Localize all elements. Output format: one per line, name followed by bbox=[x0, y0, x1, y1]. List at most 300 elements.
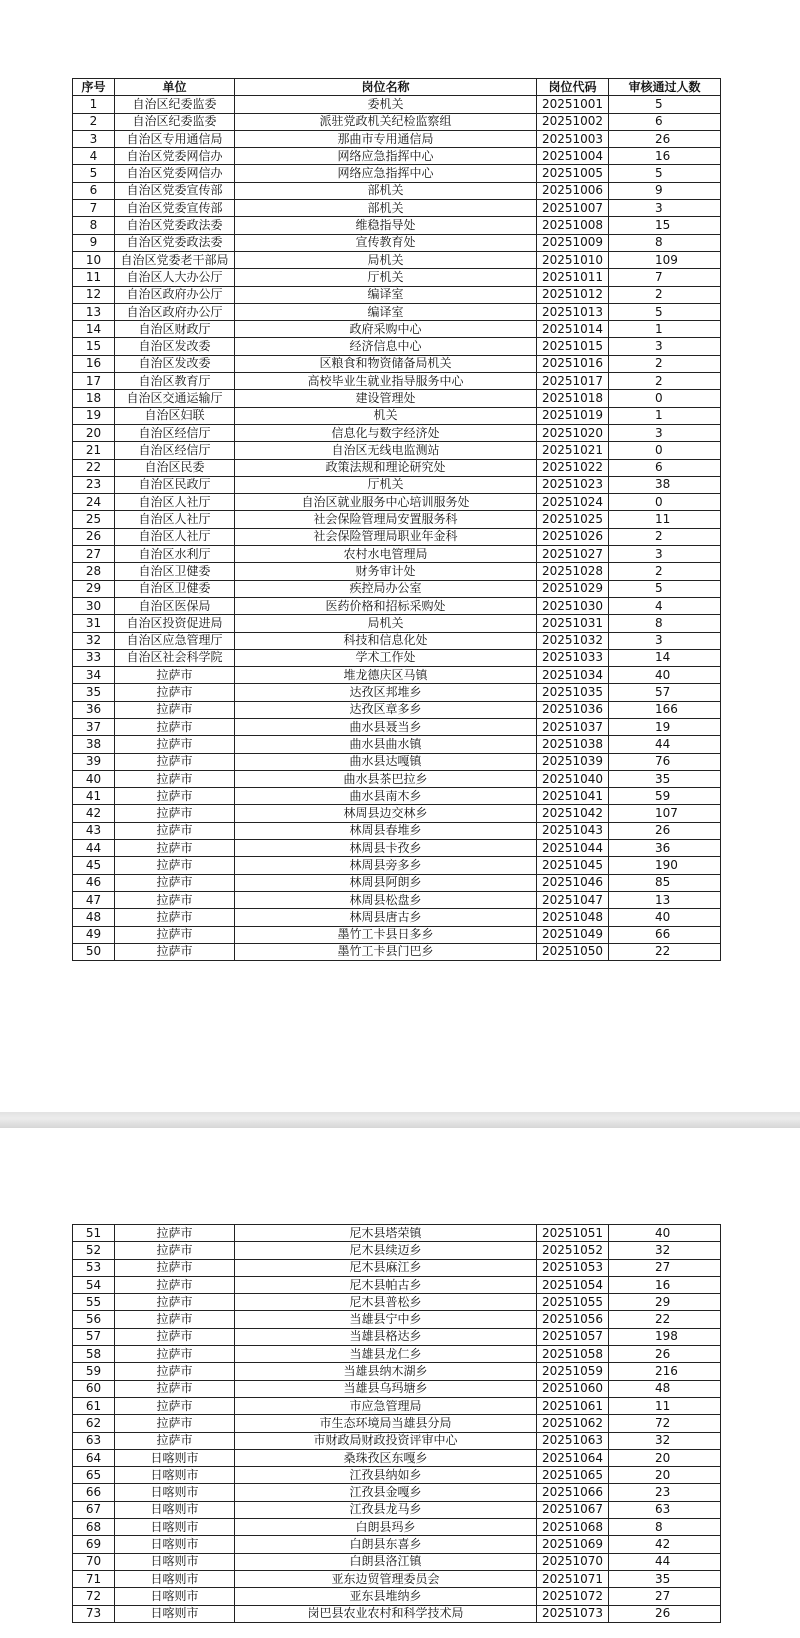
cell-post-code: 20251023 bbox=[537, 476, 609, 493]
cell-post-name: 社会保险管理局安置服务科 bbox=[235, 511, 537, 528]
cell-unit: 自治区民政厅 bbox=[115, 476, 235, 493]
cell-approved-count: 8 bbox=[609, 615, 721, 632]
cell-post-name: 曲水县曲水镇 bbox=[235, 736, 537, 753]
table-row bbox=[73, 148, 721, 165]
cell-post-name: 林周县唐古乡 bbox=[235, 909, 537, 926]
cell-index: 27 bbox=[73, 546, 115, 563]
cell-post-name: 曲水县南木乡 bbox=[235, 788, 537, 805]
cell-post-name: 曲水县聂当乡 bbox=[235, 718, 537, 735]
cell-index: 31 bbox=[73, 615, 115, 632]
cell-index: 2 bbox=[73, 113, 115, 130]
cell-index: 44 bbox=[73, 840, 115, 857]
cell-post-code: 20251051 bbox=[537, 1225, 609, 1242]
cell-post-name: 岗巴县农业农村和科学技术局 bbox=[235, 1605, 537, 1622]
cell-post-name: 区粮食和物资储备局机关 bbox=[235, 355, 537, 372]
table-row bbox=[73, 1276, 721, 1293]
cell-unit: 自治区社会科学院 bbox=[115, 649, 235, 666]
cell-post-name: 政策法规和理论研究处 bbox=[235, 459, 537, 476]
cell-post-name: 江孜县金嘎乡 bbox=[235, 1484, 537, 1501]
cell-post-code: 20251058 bbox=[537, 1346, 609, 1363]
cell-post-code: 20251053 bbox=[537, 1259, 609, 1276]
cell-approved-count: 1 bbox=[609, 407, 721, 424]
cell-index: 24 bbox=[73, 494, 115, 511]
table-row bbox=[73, 321, 721, 338]
cell-post-code: 20251071 bbox=[537, 1570, 609, 1587]
cell-approved-count: 26 bbox=[609, 1346, 721, 1363]
cell-unit: 自治区经信厅 bbox=[115, 442, 235, 459]
cell-index: 55 bbox=[73, 1294, 115, 1311]
table-row bbox=[73, 251, 721, 268]
cell-post-code: 20251001 bbox=[537, 96, 609, 113]
cell-post-name: 编译室 bbox=[235, 286, 537, 303]
cell-post-code: 20251009 bbox=[537, 234, 609, 251]
cell-unit: 拉萨市 bbox=[115, 1311, 235, 1328]
cell-unit: 自治区党委老干部局 bbox=[115, 251, 235, 268]
cell-unit: 自治区党委网信办 bbox=[115, 148, 235, 165]
table-row bbox=[73, 632, 721, 649]
cell-unit: 自治区发改委 bbox=[115, 355, 235, 372]
cell-index: 45 bbox=[73, 857, 115, 874]
cell-approved-count: 26 bbox=[609, 1605, 721, 1622]
cell-post-name: 委机关 bbox=[235, 96, 537, 113]
cell-unit: 自治区纪委监委 bbox=[115, 96, 235, 113]
table-row bbox=[73, 926, 721, 943]
cell-index: 46 bbox=[73, 874, 115, 891]
table-row bbox=[73, 528, 721, 545]
cell-post-name: 当雄县龙仁乡 bbox=[235, 1346, 537, 1363]
cell-approved-count: 48 bbox=[609, 1380, 721, 1397]
header-approved-count: 审核通过人数 bbox=[609, 79, 721, 96]
cell-index: 28 bbox=[73, 563, 115, 580]
cell-post-code: 20251063 bbox=[537, 1432, 609, 1449]
cell-index: 42 bbox=[73, 805, 115, 822]
cell-approved-count: 0 bbox=[609, 442, 721, 459]
table-row bbox=[73, 1346, 721, 1363]
table-row bbox=[73, 718, 721, 735]
cell-unit: 日喀则市 bbox=[115, 1570, 235, 1587]
cell-index: 32 bbox=[73, 632, 115, 649]
table-row bbox=[73, 269, 721, 286]
cell-unit: 自治区交通运输厅 bbox=[115, 390, 235, 407]
cell-index: 37 bbox=[73, 718, 115, 735]
cell-post-code: 20251064 bbox=[537, 1449, 609, 1466]
table-row bbox=[73, 857, 721, 874]
cell-approved-count: 40 bbox=[609, 667, 721, 684]
table-row bbox=[73, 424, 721, 441]
cell-post-code: 20251019 bbox=[537, 407, 609, 424]
cell-post-code: 20251047 bbox=[537, 891, 609, 908]
cell-index: 4 bbox=[73, 148, 115, 165]
table-row bbox=[73, 580, 721, 597]
cell-index: 43 bbox=[73, 822, 115, 839]
cell-unit: 日喀则市 bbox=[115, 1519, 235, 1536]
cell-unit: 拉萨市 bbox=[115, 701, 235, 718]
cell-index: 73 bbox=[73, 1605, 115, 1622]
cell-post-name: 林周县卡孜乡 bbox=[235, 840, 537, 857]
cell-index: 56 bbox=[73, 1311, 115, 1328]
cell-approved-count: 36 bbox=[609, 840, 721, 857]
cell-index: 63 bbox=[73, 1432, 115, 1449]
table-row bbox=[73, 874, 721, 891]
cell-post-name: 当雄县纳木湖乡 bbox=[235, 1363, 537, 1380]
cell-unit: 日喀则市 bbox=[115, 1467, 235, 1484]
cell-approved-count: 19 bbox=[609, 718, 721, 735]
cell-unit: 拉萨市 bbox=[115, 943, 235, 960]
cell-approved-count: 8 bbox=[609, 1519, 721, 1536]
cell-post-code: 20251020 bbox=[537, 424, 609, 441]
cell-index: 13 bbox=[73, 303, 115, 320]
cell-approved-count: 1 bbox=[609, 321, 721, 338]
cell-post-code: 20251011 bbox=[537, 269, 609, 286]
table-row bbox=[73, 286, 721, 303]
cell-post-name: 网络应急指挥中心 bbox=[235, 165, 537, 182]
cell-approved-count: 63 bbox=[609, 1501, 721, 1518]
cell-unit: 自治区医保局 bbox=[115, 597, 235, 614]
cell-post-code: 20251024 bbox=[537, 494, 609, 511]
cell-index: 60 bbox=[73, 1380, 115, 1397]
cell-unit: 拉萨市 bbox=[115, 1397, 235, 1414]
cell-index: 54 bbox=[73, 1276, 115, 1293]
cell-post-code: 20251012 bbox=[537, 286, 609, 303]
cell-approved-count: 15 bbox=[609, 217, 721, 234]
table-row bbox=[73, 736, 721, 753]
cell-post-code: 20251036 bbox=[537, 701, 609, 718]
table-row bbox=[73, 1519, 721, 1536]
cell-unit: 拉萨市 bbox=[115, 822, 235, 839]
cell-unit: 拉萨市 bbox=[115, 926, 235, 943]
cell-post-code: 20251073 bbox=[537, 1605, 609, 1622]
cell-approved-count: 66 bbox=[609, 926, 721, 943]
cell-post-code: 20251050 bbox=[537, 943, 609, 960]
cell-unit: 拉萨市 bbox=[115, 1328, 235, 1345]
cell-post-code: 20251048 bbox=[537, 909, 609, 926]
cell-post-code: 20251038 bbox=[537, 736, 609, 753]
cell-approved-count: 5 bbox=[609, 580, 721, 597]
table-row bbox=[73, 200, 721, 217]
cell-index: 21 bbox=[73, 442, 115, 459]
table-row bbox=[73, 373, 721, 390]
cell-post-code: 20251033 bbox=[537, 649, 609, 666]
table-row bbox=[73, 1588, 721, 1605]
cell-unit: 自治区教育厅 bbox=[115, 373, 235, 390]
cell-approved-count: 4 bbox=[609, 597, 721, 614]
cell-unit: 拉萨市 bbox=[115, 1276, 235, 1293]
cell-unit: 拉萨市 bbox=[115, 770, 235, 787]
cell-index: 35 bbox=[73, 684, 115, 701]
cell-index: 20 bbox=[73, 424, 115, 441]
cell-post-code: 20251072 bbox=[537, 1588, 609, 1605]
page-separator bbox=[0, 1112, 800, 1128]
cell-approved-count: 0 bbox=[609, 390, 721, 407]
table-body-page-2 bbox=[73, 1225, 721, 1623]
cell-approved-count: 2 bbox=[609, 528, 721, 545]
cell-approved-count: 42 bbox=[609, 1536, 721, 1553]
cell-approved-count: 2 bbox=[609, 373, 721, 390]
table-row bbox=[73, 130, 721, 147]
cell-post-code: 20251029 bbox=[537, 580, 609, 597]
cell-post-code: 20251030 bbox=[537, 597, 609, 614]
cell-unit: 拉萨市 bbox=[115, 1380, 235, 1397]
cell-post-code: 20251043 bbox=[537, 822, 609, 839]
cell-post-name: 林周县春堆乡 bbox=[235, 822, 537, 839]
cell-post-name: 医药价格和招标采购处 bbox=[235, 597, 537, 614]
cell-approved-count: 5 bbox=[609, 165, 721, 182]
cell-post-name: 财务审计处 bbox=[235, 563, 537, 580]
cell-index: 65 bbox=[73, 1467, 115, 1484]
table-row bbox=[73, 182, 721, 199]
cell-post-name: 尼木县塔荣镇 bbox=[235, 1225, 537, 1242]
cell-post-code: 20251028 bbox=[537, 563, 609, 580]
cell-approved-count: 32 bbox=[609, 1432, 721, 1449]
cell-post-code: 20251066 bbox=[537, 1484, 609, 1501]
cell-unit: 日喀则市 bbox=[115, 1536, 235, 1553]
cell-unit: 拉萨市 bbox=[115, 857, 235, 874]
cell-approved-count: 20 bbox=[609, 1467, 721, 1484]
table-row bbox=[73, 1536, 721, 1553]
cell-post-name: 厅机关 bbox=[235, 476, 537, 493]
cell-post-name: 自治区就业服务中心培训服务处 bbox=[235, 494, 537, 511]
results-table-page-1 bbox=[72, 78, 721, 961]
table-row bbox=[73, 667, 721, 684]
cell-unit: 日喀则市 bbox=[115, 1588, 235, 1605]
cell-approved-count: 11 bbox=[609, 1397, 721, 1414]
cell-index: 41 bbox=[73, 788, 115, 805]
cell-approved-count: 198 bbox=[609, 1328, 721, 1345]
cell-post-name: 林周县旁多乡 bbox=[235, 857, 537, 874]
cell-post-name: 亚东县堆纳乡 bbox=[235, 1588, 537, 1605]
cell-index: 70 bbox=[73, 1553, 115, 1570]
document-page-2 bbox=[0, 1128, 800, 1638]
table-row bbox=[73, 943, 721, 960]
table-row bbox=[73, 1484, 721, 1501]
cell-index: 1 bbox=[73, 96, 115, 113]
header-index: 序号 bbox=[73, 79, 115, 96]
cell-post-code: 20251035 bbox=[537, 684, 609, 701]
cell-post-code: 20251065 bbox=[537, 1467, 609, 1484]
cell-post-code: 20251010 bbox=[537, 251, 609, 268]
cell-post-name: 尼木县普松乡 bbox=[235, 1294, 537, 1311]
cell-approved-count: 16 bbox=[609, 1276, 721, 1293]
cell-index: 18 bbox=[73, 390, 115, 407]
cell-post-code: 20251052 bbox=[537, 1242, 609, 1259]
cell-approved-count: 59 bbox=[609, 788, 721, 805]
table-row bbox=[73, 1294, 721, 1311]
table-row bbox=[73, 165, 721, 182]
cell-post-code: 20251007 bbox=[537, 200, 609, 217]
cell-index: 61 bbox=[73, 1397, 115, 1414]
cell-index: 8 bbox=[73, 217, 115, 234]
table-row bbox=[73, 407, 721, 424]
cell-post-code: 20251054 bbox=[537, 1276, 609, 1293]
cell-post-name: 白朗县玛乡 bbox=[235, 1519, 537, 1536]
table-row bbox=[73, 1501, 721, 1518]
cell-post-name: 当雄县格达乡 bbox=[235, 1328, 537, 1345]
cell-unit: 自治区专用通信局 bbox=[115, 130, 235, 147]
cell-index: 40 bbox=[73, 770, 115, 787]
cell-post-code: 20251040 bbox=[537, 770, 609, 787]
cell-unit: 日喀则市 bbox=[115, 1605, 235, 1622]
cell-unit: 拉萨市 bbox=[115, 1225, 235, 1242]
cell-unit: 自治区发改委 bbox=[115, 338, 235, 355]
cell-post-name: 尼木县帕古乡 bbox=[235, 1276, 537, 1293]
table-row bbox=[73, 753, 721, 770]
cell-unit: 自治区应急管理厅 bbox=[115, 632, 235, 649]
table-row bbox=[73, 1553, 721, 1570]
cell-approved-count: 2 bbox=[609, 286, 721, 303]
table-row bbox=[73, 1432, 721, 1449]
cell-index: 15 bbox=[73, 338, 115, 355]
cell-post-name: 部机关 bbox=[235, 200, 537, 217]
cell-post-code: 20251002 bbox=[537, 113, 609, 130]
cell-unit: 日喀则市 bbox=[115, 1553, 235, 1570]
cell-post-name: 曲水县茶巴拉乡 bbox=[235, 770, 537, 787]
cell-index: 64 bbox=[73, 1449, 115, 1466]
header-post-name: 岗位名称 bbox=[235, 79, 537, 96]
cell-post-code: 20251018 bbox=[537, 390, 609, 407]
table-row bbox=[73, 563, 721, 580]
table-row bbox=[73, 459, 721, 476]
table-header-row bbox=[73, 79, 721, 96]
cell-approved-count: 20 bbox=[609, 1449, 721, 1466]
cell-approved-count: 6 bbox=[609, 459, 721, 476]
cell-index: 16 bbox=[73, 355, 115, 372]
cell-post-code: 20251034 bbox=[537, 667, 609, 684]
table-row bbox=[73, 1380, 721, 1397]
table-row bbox=[73, 476, 721, 493]
cell-post-code: 20251059 bbox=[537, 1363, 609, 1380]
cell-unit: 拉萨市 bbox=[115, 736, 235, 753]
cell-post-code: 20251055 bbox=[537, 1294, 609, 1311]
cell-index: 30 bbox=[73, 597, 115, 614]
cell-post-name: 机关 bbox=[235, 407, 537, 424]
cell-post-code: 20251008 bbox=[537, 217, 609, 234]
table-row bbox=[73, 649, 721, 666]
table-row bbox=[73, 1242, 721, 1259]
cell-approved-count: 0 bbox=[609, 494, 721, 511]
cell-unit: 拉萨市 bbox=[115, 718, 235, 735]
table-row bbox=[73, 909, 721, 926]
table-row bbox=[73, 96, 721, 113]
cell-approved-count: 44 bbox=[609, 736, 721, 753]
cell-unit: 自治区党委网信办 bbox=[115, 165, 235, 182]
table-row bbox=[73, 1311, 721, 1328]
table-row bbox=[73, 701, 721, 718]
cell-approved-count: 8 bbox=[609, 234, 721, 251]
table-row bbox=[73, 234, 721, 251]
table-row bbox=[73, 684, 721, 701]
table-row bbox=[73, 355, 721, 372]
cell-post-code: 20251057 bbox=[537, 1328, 609, 1345]
cell-post-name: 经济信息中心 bbox=[235, 338, 537, 355]
cell-approved-count: 5 bbox=[609, 96, 721, 113]
cell-approved-count: 2 bbox=[609, 563, 721, 580]
cell-unit: 自治区党委宣传部 bbox=[115, 182, 235, 199]
cell-unit: 日喀则市 bbox=[115, 1484, 235, 1501]
cell-unit: 日喀则市 bbox=[115, 1501, 235, 1518]
cell-index: 26 bbox=[73, 528, 115, 545]
cell-approved-count: 3 bbox=[609, 632, 721, 649]
cell-unit: 拉萨市 bbox=[115, 753, 235, 770]
cell-unit: 拉萨市 bbox=[115, 667, 235, 684]
cell-approved-count: 72 bbox=[609, 1415, 721, 1432]
cell-approved-count: 44 bbox=[609, 1553, 721, 1570]
cell-post-name: 江孜县纳如乡 bbox=[235, 1467, 537, 1484]
cell-post-code: 20251039 bbox=[537, 753, 609, 770]
cell-approved-count: 40 bbox=[609, 909, 721, 926]
table-row bbox=[73, 1225, 721, 1242]
table-row bbox=[73, 390, 721, 407]
cell-post-name: 网络应急指挥中心 bbox=[235, 148, 537, 165]
cell-approved-count: 22 bbox=[609, 1311, 721, 1328]
cell-approved-count: 26 bbox=[609, 822, 721, 839]
cell-index: 11 bbox=[73, 269, 115, 286]
cell-approved-count: 107 bbox=[609, 805, 721, 822]
table-row bbox=[73, 546, 721, 563]
table-row bbox=[73, 494, 721, 511]
cell-post-code: 20251022 bbox=[537, 459, 609, 476]
cell-post-name: 建设管理处 bbox=[235, 390, 537, 407]
cell-index: 14 bbox=[73, 321, 115, 338]
cell-post-name: 市生态环境局当雄县分局 bbox=[235, 1415, 537, 1432]
table-row bbox=[73, 840, 721, 857]
cell-index: 50 bbox=[73, 943, 115, 960]
cell-unit: 自治区人社厅 bbox=[115, 511, 235, 528]
cell-unit: 自治区财政厅 bbox=[115, 321, 235, 338]
cell-post-code: 20251060 bbox=[537, 1380, 609, 1397]
cell-post-name: 宣传教育处 bbox=[235, 234, 537, 251]
table-row bbox=[73, 1605, 721, 1622]
cell-approved-count: 14 bbox=[609, 649, 721, 666]
cell-post-code: 20251014 bbox=[537, 321, 609, 338]
table-body-page-1 bbox=[73, 96, 721, 961]
cell-post-name: 曲水县达嘎镇 bbox=[235, 753, 537, 770]
cell-unit: 自治区民委 bbox=[115, 459, 235, 476]
cell-approved-count: 13 bbox=[609, 891, 721, 908]
cell-approved-count: 76 bbox=[609, 753, 721, 770]
cell-post-code: 20251016 bbox=[537, 355, 609, 372]
cell-post-name: 白朗县东喜乡 bbox=[235, 1536, 537, 1553]
table-row bbox=[73, 511, 721, 528]
cell-post-name: 达孜区邦堆乡 bbox=[235, 684, 537, 701]
cell-approved-count: 35 bbox=[609, 1570, 721, 1587]
cell-index: 36 bbox=[73, 701, 115, 718]
cell-post-code: 20251006 bbox=[537, 182, 609, 199]
header-post-code: 岗位代码 bbox=[537, 79, 609, 96]
cell-post-name: 社会保险管理局职业年金科 bbox=[235, 528, 537, 545]
cell-index: 23 bbox=[73, 476, 115, 493]
cell-post-name: 科技和信息化处 bbox=[235, 632, 537, 649]
cell-approved-count: 3 bbox=[609, 546, 721, 563]
cell-unit: 拉萨市 bbox=[115, 891, 235, 908]
cell-index: 29 bbox=[73, 580, 115, 597]
cell-approved-count: 166 bbox=[609, 701, 721, 718]
cell-post-name: 当雄县宁中乡 bbox=[235, 1311, 537, 1328]
cell-index: 67 bbox=[73, 1501, 115, 1518]
cell-post-code: 20251005 bbox=[537, 165, 609, 182]
cell-unit: 拉萨市 bbox=[115, 1346, 235, 1363]
cell-index: 22 bbox=[73, 459, 115, 476]
cell-post-name: 厅机关 bbox=[235, 269, 537, 286]
cell-index: 19 bbox=[73, 407, 115, 424]
cell-post-name: 白朗县洛江镇 bbox=[235, 1553, 537, 1570]
cell-post-name: 林周县边交林乡 bbox=[235, 805, 537, 822]
cell-post-name: 信息化与数字经济处 bbox=[235, 424, 537, 441]
cell-unit: 自治区党委政法委 bbox=[115, 234, 235, 251]
cell-approved-count: 85 bbox=[609, 874, 721, 891]
results-table-page-2 bbox=[72, 1224, 721, 1623]
cell-post-code: 20251062 bbox=[537, 1415, 609, 1432]
cell-post-name: 学术工作处 bbox=[235, 649, 537, 666]
